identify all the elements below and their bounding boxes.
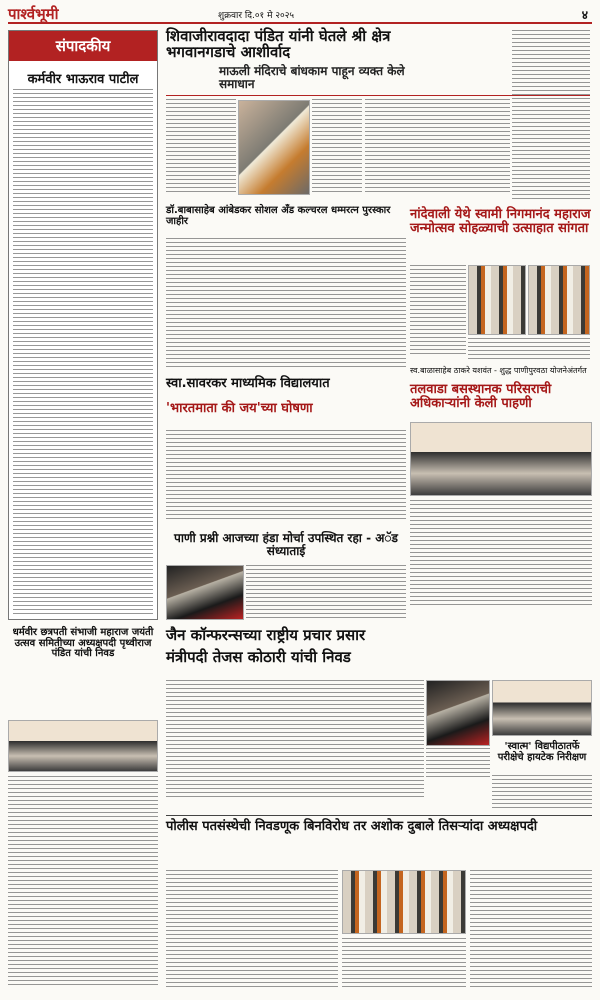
water-headline: पाणी प्रश्नी आजच्या हंडा मोर्चा उपस्थित रहा - अॅड संध्याताई (174, 531, 398, 558)
top-story-text-mid (312, 99, 362, 194)
talwada-text (410, 500, 592, 608)
top-story-photo (238, 100, 310, 195)
editorial-column (8, 30, 158, 620)
top-story-subheadline: माऊली मंदिराचे बांधकाम पाहून व्यक्त केले समाधान (219, 64, 405, 91)
top-right-column (512, 30, 590, 200)
editorial-text (13, 89, 153, 614)
jain-caption (426, 748, 490, 778)
swatma-text (492, 775, 592, 809)
water-photo (166, 565, 244, 620)
dharmveer-headline: धर्मवीर छत्रपती संभाजी महाराज जयंती उत्सव समितीच्या अध्यक्षपदी पृथ्वीराज पंडित यांची निवड (12, 627, 154, 659)
nandevali-caption (468, 338, 590, 360)
top-story-text-right (365, 99, 510, 194)
dharmveer-text (8, 776, 158, 988)
savarkar-headline-line1: स्वा.सावरकर माध्यमिक विद्यालयात (166, 376, 330, 391)
top-story-headline: शिवाजीरावदादा पंडित यांनी घेतले श्री क्षेत्र भगवानगडाचे आशीर्वाद (166, 27, 391, 61)
editorial-title: कर्मवीर भाऊराव पाटील (27, 72, 139, 87)
dharmveer-photo (8, 720, 158, 772)
bottom-story-photo (342, 870, 466, 934)
talwada-photo (410, 422, 592, 496)
jain-headline-line1: जैन कॉन्फरन्सच्या राष्ट्रीय प्रचार प्रसार (166, 626, 366, 644)
newspaper-brand: पार्श्वभूमी (8, 5, 59, 23)
swatma-photo (492, 680, 592, 736)
nandevali-text (410, 265, 466, 355)
dateline: शुक्रवार दि.०१ मे २०२५ (218, 11, 295, 21)
top-story-text-left (166, 99, 236, 194)
bottom-story-headline: पोलीस पतसंस्थेची निवडणूक बिनविरोध तर अशोक दुबाले तिसऱ्यांदा अध्यक्षपदी (166, 819, 538, 834)
bottom-story-text-left (166, 870, 338, 990)
bottom-story-caption (342, 938, 466, 990)
nandevali-photo-1 (468, 265, 526, 335)
jain-text (166, 680, 424, 800)
talwada-kicker: स्व.बाळासाहेब ठाकरे यशवंत - शुद्ध पाणीपुरवठा योजनेअंतर्गत (410, 366, 587, 375)
award-text (166, 238, 406, 370)
water-text (246, 565, 406, 620)
savarkar-headline-line2: 'भारतमाता की जय'च्या घोषणा (166, 401, 313, 416)
page-number: ४ (581, 8, 588, 22)
jain-photo (426, 680, 490, 746)
jain-headline-line2: मंत्रीपदी तेजस कोठारी यांची निवड (166, 648, 351, 666)
nandevali-headline: नांदेवाली येथे स्वामी निगमानंद महाराज जन्मोत्सव सोहळ्याची उत्साहात सांगता (410, 207, 591, 236)
bottom-story-rule (166, 815, 592, 816)
talwada-headline: तलवाडा बसस्थानक परिसराची अधिकाऱ्यांनी केली पाहणी (410, 382, 552, 411)
bottom-story-text-right (470, 870, 592, 990)
masthead (8, 4, 592, 24)
nandevali-photo-2 (528, 265, 590, 335)
editorial-heading: संपादकीय (9, 31, 157, 61)
swatma-headline: 'स्वात्म' विद्यपीठातर्फे परीक्षेचे हायटेक निरीक्षण (497, 741, 587, 763)
award-headline: डॉ.बाबासाहेब आंबेडकर सोशल अँड कल्चरल धम्मरत्न पुरस्कार जाहीर (166, 205, 391, 227)
savarkar-text (166, 430, 406, 520)
